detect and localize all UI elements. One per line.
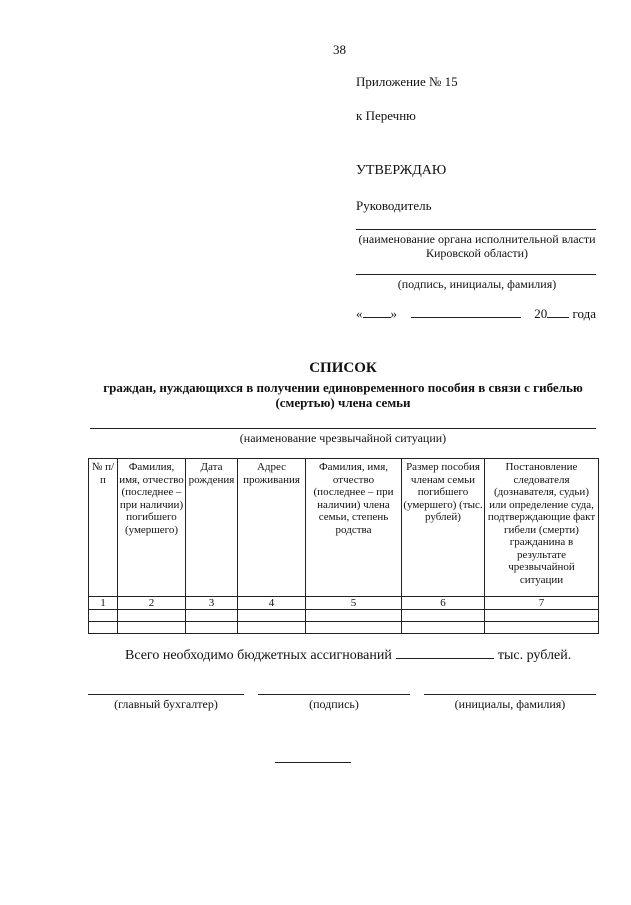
- col-number-5: 5: [306, 597, 402, 610]
- table-row: [89, 622, 599, 634]
- col-header-number: № п/п: [89, 459, 118, 597]
- to-list-label: к Перечню: [356, 108, 416, 123]
- signature-line: [356, 274, 596, 275]
- citizens-table: [88, 458, 599, 634]
- signature-caption: (подпись, инициалы, фамилия): [397, 277, 557, 291]
- col-number-2: 2: [118, 597, 186, 610]
- col-number-1: 1: [89, 597, 118, 610]
- col-number-6: 6: [402, 597, 485, 610]
- col-header-birth-date: Дата рождения: [186, 459, 238, 597]
- year-prefix: 20: [534, 306, 548, 321]
- signature-field-line: [258, 694, 410, 695]
- total-suffix: тыс. рублей.: [497, 648, 572, 663]
- org-name-caption: (наименование органа исполнительной власти Кировской области): [358, 232, 596, 260]
- emergency-name-line: [90, 428, 596, 429]
- accountant-line: [88, 694, 244, 695]
- table-header-row: [89, 459, 599, 597]
- table-number-row: [89, 597, 599, 610]
- col-header-family-member: Фамилия, имя, отчество (последнее – при наличии) члена семьи, степень родства: [306, 459, 402, 597]
- document-subtitle: граждан, нуждающихся в получении единовременного пособия в связи с гибелью (смертью) члена семьи: [103, 380, 583, 410]
- end-divider: [275, 762, 351, 763]
- name-field-line: [424, 694, 596, 695]
- accountant-caption: (главный бухгалтер): [114, 697, 218, 711]
- total-prefix: Всего необходимо бюджетных ассигнований: [125, 648, 392, 663]
- document-title: СПИСОК: [309, 360, 377, 376]
- approve-label: УТВЕРЖДАЮ: [356, 163, 447, 178]
- total-allocations: [125, 646, 595, 664]
- signature-field-caption: (подпись): [309, 697, 359, 711]
- date-open-quote: «: [356, 306, 363, 321]
- org-name-line: [356, 229, 596, 230]
- year-blank: [547, 306, 569, 318]
- col-header-address: Адрес проживания: [238, 459, 306, 597]
- total-blank: [396, 646, 494, 659]
- date-close-quote: »: [390, 306, 397, 321]
- col-header-deceased-name: Фамилия, имя, отчество (последнее – при наличии) погибшего (умершего): [118, 459, 186, 597]
- col-number-4: 4: [238, 597, 306, 610]
- emergency-caption: (наименование чрезвычайной ситуации): [239, 431, 447, 445]
- col-header-resolution: Постановление следователя (дознавателя, судьи) или определение суда, подтверждающие факт гибели (смерти) гражданина в результате чрезвычайной ситуации: [485, 459, 599, 597]
- head-label: Руководитель: [356, 198, 432, 213]
- month-blank: [411, 306, 521, 318]
- name-field-caption: (инициалы, фамилия): [454, 697, 566, 711]
- col-header-allowance: Размер пособия членам семьи погибшего (умершего) (тыс. рублей): [402, 459, 485, 597]
- appendix-label: Приложение № 15: [356, 74, 458, 89]
- col-number-3: 3: [186, 597, 238, 610]
- approval-date: [356, 306, 596, 321]
- page-number: 38: [333, 42, 346, 57]
- col-number-7: 7: [485, 597, 599, 610]
- day-blank: [363, 306, 391, 318]
- table-row: [89, 610, 599, 622]
- year-suffix: года: [572, 306, 596, 321]
